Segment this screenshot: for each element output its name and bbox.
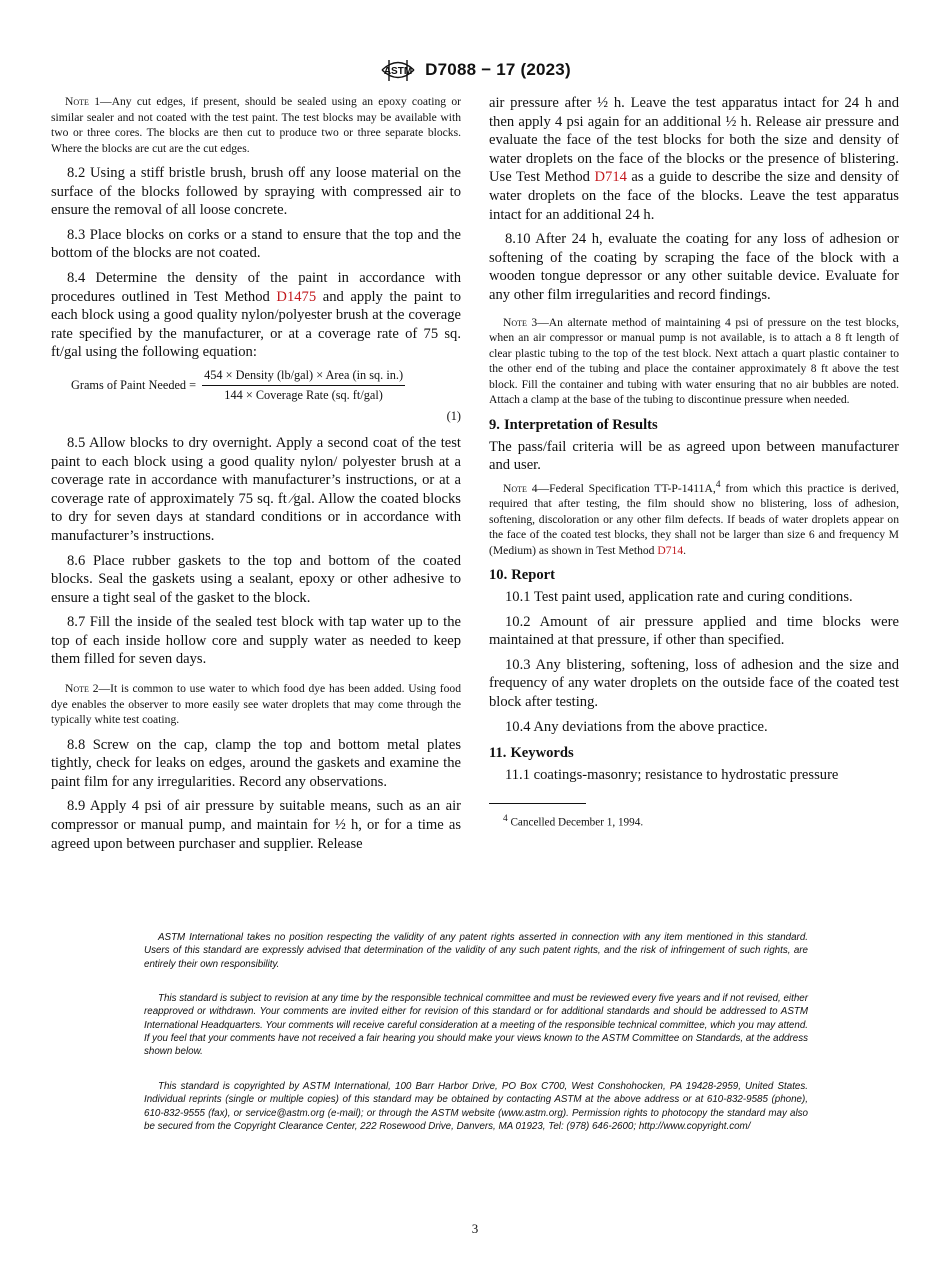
paragraph-8-9: 8.9 Apply 4 psi of air pressure by suitable means, such as an air compressor or manual pump, and maintain for ½ h, or for a time as agreed upon between purchaser and supplier. Release xyxy=(51,798,461,852)
section-11-title: Keywords xyxy=(510,745,574,762)
left-column xyxy=(51,94,461,859)
heading-section-10 xyxy=(489,567,899,584)
section-9-title: Interpretation of Results xyxy=(503,416,658,433)
copyright-notice: This standard is copyrighted by ASTM International, 100 Barr Harbor Drive, PO Box C700, West Conshohocken, PA 19428-2959, United States. Individual reprints (single or multiple copies) of this standard may be obtained by contacting ASTM at the above address or at 610-832-9585 (phone), 610-832-9555 (fax), or service@astm.org (e-mail); or through the ASTM website (www.astm.org). Permission rights to photocopy the standard may also be secured from the Copyright Clearance Center, 222 Rosewood Drive, Danvers, MA 01923, Tel: (978) 646-2600; http://www.copyright.com/ xyxy=(144,1081,808,1132)
paragraph-8-6: 8.6 Place rubber gaskets to the top and bottom of the coated blocks. Seal the gaskets using a sealant, epoxy or other adhesive to ensure a tight seal of the gasket to the block. xyxy=(51,552,461,606)
heading-section-11 xyxy=(489,745,899,762)
equation-fraction xyxy=(202,368,405,403)
note-4 xyxy=(489,477,899,558)
section-10-number: 10. xyxy=(489,567,508,584)
link-d714-note[interactable]: D714 xyxy=(657,543,684,557)
equation-number: (1) xyxy=(446,408,461,423)
paragraph-8-9-cont-a: air pressure after ½ h. Leave the test apparatus intact for 24 h and then apply 4 psi again for an additional ½ h. Release air pressure and evaluate the face of the test blocks for both the size and density of water droplets on the face of the blocks or the presence of blistering. Use Test Method xyxy=(489,95,899,186)
section-10-title: Report xyxy=(511,567,556,584)
note-3-text: 3—An alternate method of maintaining 4 psi of pressure on the test blocks, when an air compressor or manual pump is not available, is to attach a 8 ft length of clear plastic tubing to the top of the test block. Next attach a quart plastic container to the other end of the tubing and place the container approximately 8 ft above the test block. Fill the container and tubing with water ensuring that no air bubbles are noted. Attach a clamp at the base of the tubing to discontinue pressure when needed. xyxy=(489,315,899,407)
paragraph-8-10: 8.10 After 24 h, evaluate the coating for any loss of adhesion or softening of the coating by scraping the face of the block with a wooden tongue depressor or any other suitable device. Evaluate for any other film irregularities and record findings. xyxy=(489,231,899,303)
paragraph-8-7: 8.7 Fill the inside of the sealed test block with tap water up to the top of each inside hollow core and supply water as needed to keep them filled for seven days. xyxy=(51,614,461,668)
note-1-text: 1—Any cut edges, if present, should be sealed using an epoxy coating or similar sealer and not coated with the test paint. The test blocks may be available with two or three cores. The blocks are then cut to produce two or three separate blocks. Where the blocks are cut are the cut edges. xyxy=(51,95,461,155)
footnote-4-marker: 4 xyxy=(503,813,508,824)
footnote-4-text: Cancelled December 1, 1994. xyxy=(507,816,644,829)
patent-disclaimer: ASTM International takes no position respecting the validity of any patent rights asserted in connection with any item mentioned in this standard. Users of this standard are expressly advised that determination of the validity of any such patent rights, and the risk of infringement of such rights, are entirely their own responsibility. xyxy=(144,932,808,970)
section-9-number: 9. xyxy=(489,416,500,433)
paragraph-10-4: 10.4 Any deviations from the above practice. xyxy=(505,718,768,735)
note-2 xyxy=(51,681,461,728)
right-column xyxy=(489,94,899,830)
header-inner xyxy=(379,54,571,86)
paragraph-8-4-part-b: and apply the paint to each block using a good quality nylon/polyester brush at the coverage rate specified by the manufacturer, or at a coverage rate of 75 sq. ft/gal using the following equation: xyxy=(51,288,461,361)
paragraph-10-2: 10.2 Amount of air pressure applied and time blocks were maintained at that pressure, if other than specified. xyxy=(489,613,899,649)
note-1-label: Note xyxy=(65,95,89,108)
astm-logo-icon xyxy=(379,54,417,86)
link-d714[interactable]: D714 xyxy=(594,169,627,186)
equation-1 xyxy=(71,368,461,403)
note-4-label: Note xyxy=(503,481,527,495)
footnote-4 xyxy=(489,812,899,830)
note-2-text: 2—It is common to use water to which food dye has been added. Using food dye enables the observer to more easily see water droplets that may come through the typically white test coating. xyxy=(51,682,461,727)
note-4-text-b: from which this practice is derived, required that after testing, the film should show no blistering, loss of adhesion, softening, discoloration or any other film defects. If beads of water droplets appear on the face of the coated test blocks, they shall not be larger than size 6 and frequency M (Medium) as shown in Test Method xyxy=(489,481,900,557)
equation-numerator: 454 × Density (lb/gal) × Area (in sq. in.) xyxy=(202,368,405,386)
paragraph-8-4 xyxy=(51,269,461,362)
paragraph-8-3: 8.3 Place blocks on corks or a stand to ensure that the top and the bottom of the blocks are not coated. xyxy=(51,226,461,262)
note-3-label: Note xyxy=(503,315,527,329)
paragraph-8-5: 8.5 Allow blocks to dry overnight. Apply a second coat of the test paint to each block using a good quality nylon/ polyester brush at a coverage rate in accordance with manufacturer’s instructions, or at a coverage rate of approximately 75 sq. ft ⁄gal. Allow the coated blocks to dry for seven days at standard conditions or in accordance with manufacturer’s instructions. xyxy=(51,434,461,544)
paragraph-11-1: 11.1 coatings-masonry; resistance to hydrostatic pressure xyxy=(505,767,839,784)
paragraph-8-2: 8.2 Using a stiff bristle brush, brush off any loose material on the surface of the blocks followed by spraying with compressed air to ensure the removal of all loose concrete. xyxy=(51,165,461,219)
note-4-text-a: 4—Federal Specification TT-P-1411A, xyxy=(526,481,716,495)
logo-text: ASTM xyxy=(384,66,413,77)
paragraph-8-9-cont-b: as a guide to describe the size and density of water droplets on the face of the blocks. Leave the test apparatus intact for an additional 24 h. xyxy=(489,169,899,223)
note-1 xyxy=(51,94,461,156)
page-header xyxy=(0,54,950,91)
paragraph-10-1: 10.1 Test paint used, application rate and curing conditions. xyxy=(505,589,853,606)
paragraph-10-3: 10.3 Any blistering, softening, loss of adhesion and the size and frequency of any water droplets on the outside face of the coated test block after testing. xyxy=(489,656,899,711)
revision-disclaimer: This standard is subject to revision at any time by the responsible technical committee and must be reviewed every five years and if not revised, either reapproved or withdrawn. Your comments are invited either for revision of this standard or for additional standards and should be addressed to ASTM International Headquarters. Your comments will receive careful consideration at a meeting of the responsible technical committee, which you may attend. If you feel that your comments have not received a fair hearing you should make your views known to the ASTM Committee on Standards, at the address shown below. xyxy=(144,993,808,1058)
paragraph-8-4-part-a: 8.4 Determine the density of the paint in accordance with procedures outlined in Test Method xyxy=(51,269,461,305)
note-3 xyxy=(489,315,899,408)
note-2-label: Note xyxy=(65,682,89,696)
section-11-number: 11. xyxy=(489,745,507,762)
paragraph-9: The pass/fail criteria will be as agreed upon between manufacturer and user. xyxy=(489,438,899,474)
equation-denominator: 144 × Coverage Rate (sq. ft/gal) xyxy=(224,387,383,402)
footnote-divider xyxy=(489,803,586,804)
standard-designation: D7088 − 17 (2023) xyxy=(425,60,571,79)
page-number: 3 xyxy=(471,1221,479,1236)
paragraph-8-9-continued xyxy=(489,94,899,224)
note-4-end: . xyxy=(683,543,687,557)
heading-section-9 xyxy=(489,417,899,434)
equation-lhs: Grams of Paint Needed = xyxy=(71,377,197,392)
link-d1475[interactable]: D1475 xyxy=(276,288,317,305)
footnote-ref-4[interactable]: 4 xyxy=(715,478,721,490)
paragraph-8-8: 8.8 Screw on the cap, clamp the top and bottom metal plates tightly, check for leaks on edges, around the gaskets and examine the paint film for any irregularities. Record any observations. xyxy=(51,736,461,790)
